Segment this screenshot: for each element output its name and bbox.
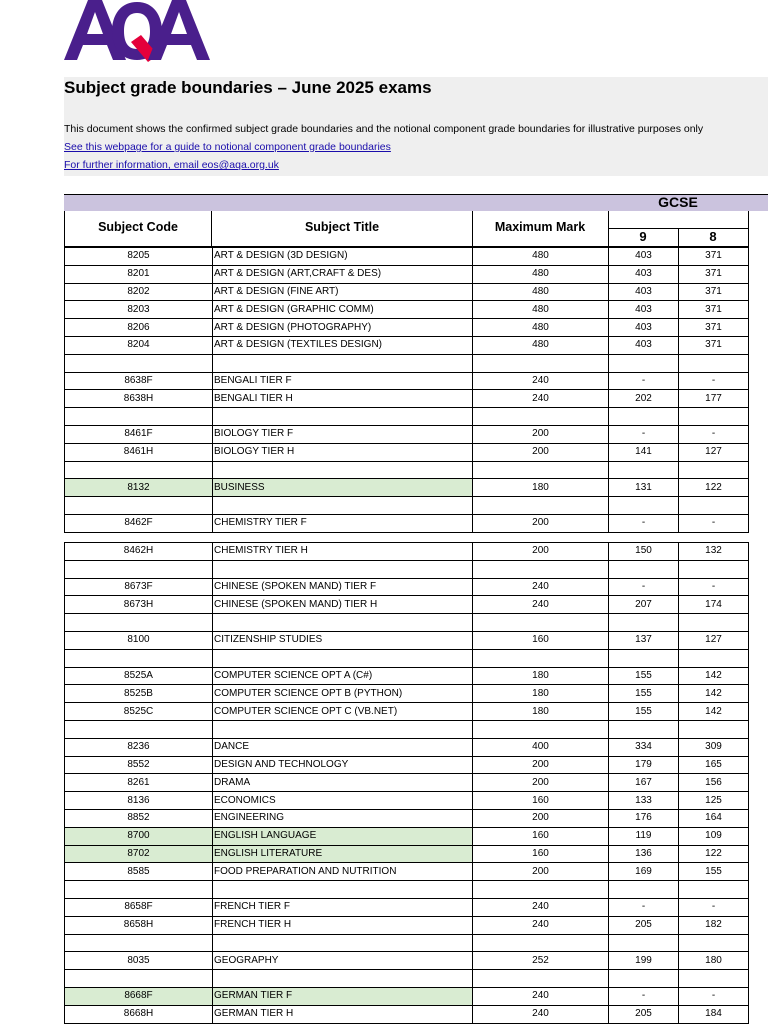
cell-grade-8: 174 xyxy=(679,596,749,614)
cell-grade-8: 371 xyxy=(679,283,749,301)
cell-grade-8: 142 xyxy=(679,703,749,721)
cell-grade-8: 184 xyxy=(679,1005,749,1023)
cell-subject-title: ART & DESIGN (3D DESIGN) xyxy=(213,248,473,266)
cell-subject-code: 8202 xyxy=(65,283,213,301)
cell-grade-9: 131 xyxy=(609,479,679,497)
cell-grade-9: 205 xyxy=(609,916,679,934)
header-subject-title: Subject Title xyxy=(304,220,380,234)
cell-grade-9: 176 xyxy=(609,809,679,827)
cell-grade-9: 155 xyxy=(609,685,679,703)
cell-grade-8 xyxy=(679,614,749,632)
cell-subject-title: CITIZENSHIP STUDIES xyxy=(213,631,473,649)
table-row xyxy=(65,372,749,390)
table-row xyxy=(65,756,749,774)
cell-subject-title: BENGALI TIER F xyxy=(213,372,473,390)
cell-subject-title xyxy=(213,649,473,667)
table-row xyxy=(65,479,749,497)
header-grade-9: 9 xyxy=(639,229,647,244)
cell-max-mark: 180 xyxy=(473,479,609,497)
cell-subject-code: 8205 xyxy=(65,248,213,266)
cell-max-mark: 160 xyxy=(473,845,609,863)
cell-subject-code: 8462F xyxy=(65,514,213,532)
cell-grade-9 xyxy=(609,354,679,372)
cell-subject-code: 8261 xyxy=(65,774,213,792)
cell-grade-9: 199 xyxy=(609,952,679,970)
cell-grade-8: - xyxy=(679,987,749,1005)
cell-grade-8: 164 xyxy=(679,809,749,827)
cell-subject-title: CHINESE (SPOKEN MAND) TIER H xyxy=(213,596,473,614)
table-row xyxy=(65,497,749,515)
email-link[interactable]: For further information, email eos@aqa.org.uk xyxy=(64,159,279,171)
cell-grade-9: 403 xyxy=(609,336,679,354)
table-row xyxy=(65,970,749,988)
qualification-label: GCSE xyxy=(658,194,698,210)
cell-subject-title: BIOLOGY TIER F xyxy=(213,425,473,443)
cell-grade-8: 180 xyxy=(679,952,749,970)
table-row xyxy=(65,952,749,970)
cell-grade-8: 309 xyxy=(679,738,749,756)
cell-grade-9: 179 xyxy=(609,756,679,774)
cell-max-mark: 160 xyxy=(473,827,609,845)
cell-grade-8: - xyxy=(679,514,749,532)
cell-max-mark xyxy=(473,497,609,515)
cell-subject-code xyxy=(65,881,213,899)
table-row xyxy=(65,863,749,881)
cell-subject-code: 8700 xyxy=(65,827,213,845)
cell-subject-title: GERMAN TIER F xyxy=(213,987,473,1005)
cell-grade-9: 150 xyxy=(609,543,679,561)
table-row xyxy=(65,248,749,266)
table-row xyxy=(65,543,749,561)
cell-grade-9 xyxy=(609,934,679,952)
cell-max-mark: 240 xyxy=(473,372,609,390)
cell-grade-8 xyxy=(679,881,749,899)
table-row xyxy=(65,283,749,301)
header-cell-grade-spacer xyxy=(608,211,749,229)
cell-subject-code: 8100 xyxy=(65,631,213,649)
cell-grade-8 xyxy=(679,720,749,738)
table-row xyxy=(65,916,749,934)
cell-subject-title: FRENCH TIER F xyxy=(213,898,473,916)
cell-subject-title xyxy=(213,354,473,372)
cell-grade-8 xyxy=(679,461,749,479)
table-row xyxy=(65,265,749,283)
cell-subject-title: ECONOMICS xyxy=(213,792,473,810)
cell-subject-title: FRENCH TIER H xyxy=(213,916,473,934)
table-row xyxy=(65,809,749,827)
cell-grade-9: - xyxy=(609,898,679,916)
cell-grade-9 xyxy=(609,720,679,738)
cell-grade-8 xyxy=(679,934,749,952)
cell-grade-8: 132 xyxy=(679,543,749,561)
cell-grade-9 xyxy=(609,970,679,988)
cell-subject-title: ENGINEERING xyxy=(213,809,473,827)
cell-subject-code: 8525C xyxy=(65,703,213,721)
cell-subject-title: ART & DESIGN (GRAPHIC COMM) xyxy=(213,301,473,319)
table-row xyxy=(65,461,749,479)
table-row xyxy=(65,934,749,952)
cell-max-mark: 240 xyxy=(473,916,609,934)
table-row xyxy=(65,408,749,426)
cell-grade-8: - xyxy=(679,372,749,390)
cell-subject-title xyxy=(213,720,473,738)
cell-max-mark: 400 xyxy=(473,738,609,756)
cell-max-mark xyxy=(473,614,609,632)
table-row xyxy=(65,649,749,667)
cell-subject-title: BUSINESS xyxy=(213,479,473,497)
table-row xyxy=(65,319,749,337)
cell-grade-9: 141 xyxy=(609,443,679,461)
cell-grade-9: - xyxy=(609,372,679,390)
header-grade-8: 8 xyxy=(709,229,717,244)
cell-grade-9: - xyxy=(609,987,679,1005)
table-row xyxy=(65,390,749,408)
cell-subject-title: ART & DESIGN (ART,CRAFT & DES) xyxy=(213,265,473,283)
cell-subject-title: GEOGRAPHY xyxy=(213,952,473,970)
cell-max-mark: 180 xyxy=(473,703,609,721)
cell-subject-title: ART & DESIGN (TEXTILES DESIGN) xyxy=(213,336,473,354)
cell-subject-code xyxy=(65,354,213,372)
cell-max-mark xyxy=(473,970,609,988)
cell-grade-8: 142 xyxy=(679,685,749,703)
cell-grade-9 xyxy=(609,461,679,479)
cell-max-mark: 480 xyxy=(473,336,609,354)
cell-grade-9: 334 xyxy=(609,738,679,756)
cell-grade-9: 403 xyxy=(609,265,679,283)
cell-grade-8: 371 xyxy=(679,248,749,266)
cell-subject-code: 8638H xyxy=(65,390,213,408)
header-maximum-mark: Maximum Mark xyxy=(494,220,586,234)
cell-subject-code: 8552 xyxy=(65,756,213,774)
cell-grade-9: 155 xyxy=(609,703,679,721)
cell-grade-8 xyxy=(679,560,749,578)
cell-subject-code: 8236 xyxy=(65,738,213,756)
cell-max-mark xyxy=(473,560,609,578)
cell-grade-9: - xyxy=(609,514,679,532)
cell-grade-9: 403 xyxy=(609,319,679,337)
table-row xyxy=(65,1005,749,1023)
table-row xyxy=(65,443,749,461)
grade-table-part-1 xyxy=(64,247,749,533)
cell-subject-code: 8638F xyxy=(65,372,213,390)
cell-max-mark: 180 xyxy=(473,667,609,685)
cell-subject-title: CHEMISTRY TIER H xyxy=(213,543,473,561)
cell-subject-code: 8673H xyxy=(65,596,213,614)
table-row xyxy=(65,987,749,1005)
cell-subject-code: 8461H xyxy=(65,443,213,461)
table-row xyxy=(65,425,749,443)
cell-max-mark: 240 xyxy=(473,390,609,408)
table-row xyxy=(65,845,749,863)
table-row xyxy=(65,827,749,845)
cell-grade-9: 202 xyxy=(609,390,679,408)
cell-max-mark: 252 xyxy=(473,952,609,970)
cell-subject-title: ENGLISH LITERATURE xyxy=(213,845,473,863)
table-row xyxy=(65,596,749,614)
cell-subject-title xyxy=(213,614,473,632)
cell-max-mark: 200 xyxy=(473,809,609,827)
cell-max-mark: 480 xyxy=(473,319,609,337)
cell-max-mark xyxy=(473,720,609,738)
cell-grade-8: 371 xyxy=(679,336,749,354)
cell-grade-9: 119 xyxy=(609,827,679,845)
cell-subject-title: GERMAN TIER H xyxy=(213,1005,473,1023)
page-title: Subject grade boundaries – June 2025 exams xyxy=(64,78,432,97)
cell-subject-title xyxy=(213,461,473,479)
cell-max-mark xyxy=(473,408,609,426)
table-row xyxy=(65,560,749,578)
cell-max-mark: 240 xyxy=(473,987,609,1005)
table-row xyxy=(65,738,749,756)
cell-grade-8 xyxy=(679,649,749,667)
table-row xyxy=(65,685,749,703)
table-row xyxy=(65,578,749,596)
cell-grade-9: 155 xyxy=(609,667,679,685)
table-row xyxy=(65,792,749,810)
grade-table-part-2 xyxy=(64,542,749,1024)
cell-subject-title: BIOLOGY TIER H xyxy=(213,443,473,461)
cell-grade-8: 142 xyxy=(679,667,749,685)
cell-subject-code: 8585 xyxy=(65,863,213,881)
table-row xyxy=(65,614,749,632)
table-row xyxy=(65,354,749,372)
cell-grade-9: - xyxy=(609,425,679,443)
cell-subject-title: COMPUTER SCIENCE OPT C (VB.NET) xyxy=(213,703,473,721)
table-row xyxy=(65,514,749,532)
cell-max-mark: 480 xyxy=(473,301,609,319)
cell-subject-code xyxy=(65,720,213,738)
table-row xyxy=(65,667,749,685)
cell-subject-code: 8203 xyxy=(65,301,213,319)
cell-grade-9: 133 xyxy=(609,792,679,810)
cell-max-mark: 200 xyxy=(473,863,609,881)
cell-subject-title: COMPUTER SCIENCE OPT A (C#) xyxy=(213,667,473,685)
cell-max-mark: 480 xyxy=(473,283,609,301)
guide-link[interactable]: See this webpage for a guide to notional component grade boundaries xyxy=(64,141,391,153)
cell-subject-code: 8525A xyxy=(65,667,213,685)
cell-grade-8: 125 xyxy=(679,792,749,810)
cell-subject-title: DANCE xyxy=(213,738,473,756)
cell-subject-code: 8658H xyxy=(65,916,213,934)
cell-subject-code: 8132 xyxy=(65,479,213,497)
cell-grade-9: 205 xyxy=(609,1005,679,1023)
cell-max-mark xyxy=(473,649,609,667)
table-row xyxy=(65,301,749,319)
cell-grade-9: 169 xyxy=(609,863,679,881)
cell-max-mark: 240 xyxy=(473,596,609,614)
cell-subject-title xyxy=(213,934,473,952)
cell-grade-8: 182 xyxy=(679,916,749,934)
cell-max-mark xyxy=(473,461,609,479)
cell-grade-8: 371 xyxy=(679,301,749,319)
cell-max-mark: 200 xyxy=(473,425,609,443)
table-row xyxy=(65,898,749,916)
cell-grade-8: 165 xyxy=(679,756,749,774)
cell-subject-title xyxy=(213,970,473,988)
cell-grade-8: 156 xyxy=(679,774,749,792)
cell-subject-code xyxy=(65,934,213,952)
cell-max-mark: 480 xyxy=(473,248,609,266)
cell-max-mark: 180 xyxy=(473,685,609,703)
cell-subject-code xyxy=(65,560,213,578)
cell-grade-9: 403 xyxy=(609,248,679,266)
cell-subject-title xyxy=(213,881,473,899)
cell-grade-8: 122 xyxy=(679,479,749,497)
cell-max-mark: 200 xyxy=(473,543,609,561)
cell-subject-code: 8852 xyxy=(65,809,213,827)
cell-subject-code: 8035 xyxy=(65,952,213,970)
table-row xyxy=(65,774,749,792)
aqa-logo xyxy=(64,0,210,62)
cell-grade-9 xyxy=(609,497,679,515)
cell-subject-title xyxy=(213,497,473,515)
cell-grade-8: - xyxy=(679,898,749,916)
cell-subject-code: 8668H xyxy=(65,1005,213,1023)
cell-grade-8: - xyxy=(679,425,749,443)
cell-max-mark xyxy=(473,881,609,899)
cell-subject-code: 8204 xyxy=(65,336,213,354)
cell-subject-title: COMPUTER SCIENCE OPT B (PYTHON) xyxy=(213,685,473,703)
cell-grade-8 xyxy=(679,408,749,426)
description-text: This document shows the confirmed subject grade boundaries and the notional component grade boundaries for illustrative purposes only xyxy=(64,123,704,135)
cell-grade-9: 403 xyxy=(609,283,679,301)
cell-max-mark: 200 xyxy=(473,443,609,461)
cell-subject-code: 8702 xyxy=(65,845,213,863)
cell-grade-9 xyxy=(609,560,679,578)
cell-grade-9: 207 xyxy=(609,596,679,614)
table-row xyxy=(65,881,749,899)
cell-subject-title: ART & DESIGN (FINE ART) xyxy=(213,283,473,301)
cell-grade-9: - xyxy=(609,578,679,596)
cell-grade-8: 127 xyxy=(679,631,749,649)
cell-subject-code: 8668F xyxy=(65,987,213,1005)
cell-grade-9: 137 xyxy=(609,631,679,649)
cell-subject-code: 8136 xyxy=(65,792,213,810)
cell-subject-code: 8206 xyxy=(65,319,213,337)
cell-subject-code xyxy=(65,970,213,988)
cell-subject-title xyxy=(213,408,473,426)
cell-subject-code: 8673F xyxy=(65,578,213,596)
cell-max-mark: 480 xyxy=(473,265,609,283)
cell-max-mark xyxy=(473,934,609,952)
cell-grade-8 xyxy=(679,970,749,988)
cell-grade-9 xyxy=(609,614,679,632)
cell-subject-title: CHEMISTRY TIER F xyxy=(213,514,473,532)
cell-grade-8: - xyxy=(679,578,749,596)
cell-grade-8: 177 xyxy=(679,390,749,408)
cell-subject-code: 8201 xyxy=(65,265,213,283)
cell-grade-8 xyxy=(679,354,749,372)
cell-subject-code xyxy=(65,497,213,515)
cell-subject-title: DRAMA xyxy=(213,774,473,792)
cell-subject-title xyxy=(213,560,473,578)
cell-grade-9: 403 xyxy=(609,301,679,319)
cell-subject-code: 8462H xyxy=(65,543,213,561)
cell-subject-code xyxy=(65,461,213,479)
cell-subject-title: FOOD PREPARATION AND NUTRITION xyxy=(213,863,473,881)
cell-grade-8: 122 xyxy=(679,845,749,863)
cell-grade-8: 155 xyxy=(679,863,749,881)
cell-grade-9: 136 xyxy=(609,845,679,863)
cell-max-mark: 200 xyxy=(473,514,609,532)
cell-grade-8: 371 xyxy=(679,319,749,337)
table-row xyxy=(65,720,749,738)
cell-subject-title: ART & DESIGN (PHOTOGRAPHY) xyxy=(213,319,473,337)
cell-max-mark: 240 xyxy=(473,578,609,596)
cell-max-mark: 200 xyxy=(473,756,609,774)
cell-subject-code xyxy=(65,408,213,426)
cell-grade-9 xyxy=(609,649,679,667)
cell-subject-title: BENGALI TIER H xyxy=(213,390,473,408)
cell-grade-9 xyxy=(609,408,679,426)
cell-grade-8: 371 xyxy=(679,265,749,283)
cell-subject-code: 8461F xyxy=(65,425,213,443)
table-row xyxy=(65,703,749,721)
cell-grade-8: 109 xyxy=(679,827,749,845)
cell-grade-9: 167 xyxy=(609,774,679,792)
cell-subject-title: ENGLISH LANGUAGE xyxy=(213,827,473,845)
cell-subject-code: 8658F xyxy=(65,898,213,916)
cell-subject-title: DESIGN AND TECHNOLOGY xyxy=(213,756,473,774)
table-row xyxy=(65,631,749,649)
cell-grade-8: 127 xyxy=(679,443,749,461)
cell-grade-9 xyxy=(609,881,679,899)
table-row xyxy=(65,336,749,354)
cell-grade-8 xyxy=(679,497,749,515)
cell-max-mark: 200 xyxy=(473,774,609,792)
cell-max-mark: 160 xyxy=(473,631,609,649)
cell-subject-code: 8525B xyxy=(65,685,213,703)
cell-max-mark: 240 xyxy=(473,1005,609,1023)
cell-max-mark: 160 xyxy=(473,792,609,810)
cell-subject-code xyxy=(65,614,213,632)
cell-subject-code xyxy=(65,649,213,667)
cell-max-mark: 240 xyxy=(473,898,609,916)
cell-subject-title: CHINESE (SPOKEN MAND) TIER F xyxy=(213,578,473,596)
header-subject-code: Subject Code xyxy=(98,220,178,234)
cell-max-mark xyxy=(473,354,609,372)
